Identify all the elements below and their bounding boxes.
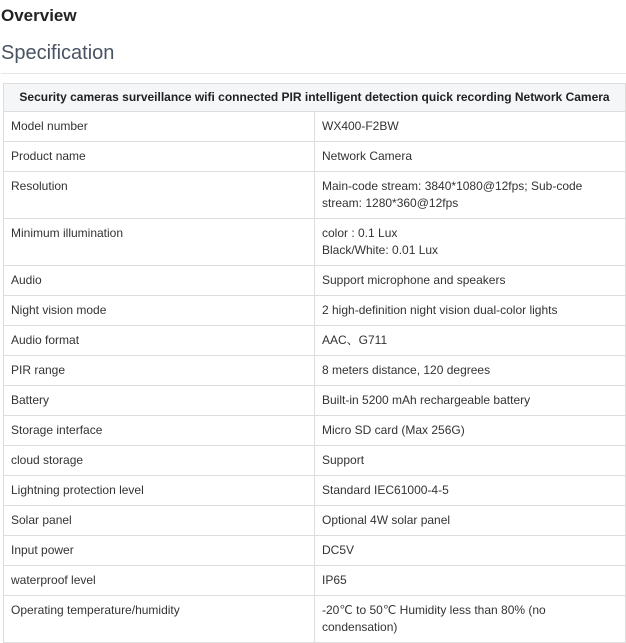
table-row: [4, 142, 626, 172]
row-value: WX400-F2BW: [315, 112, 626, 142]
table-row: [4, 172, 626, 219]
row-label: Audio format: [4, 326, 315, 356]
row-value: 2 high-definition night vision dual-color lights: [315, 296, 626, 326]
table-row: [4, 356, 626, 386]
row-value: IP65: [315, 566, 626, 596]
row-value: Main-code stream: 3840*1080@12fps; Sub-code stream: 1280*360@12fps: [315, 172, 626, 219]
table-title: Security cameras surveillance wifi connected PIR intelligent detection quick recording Network Camera: [4, 84, 626, 112]
row-value: Micro SD card (Max 256G): [315, 416, 626, 446]
table-title-row: [4, 84, 626, 112]
row-label: Minimum illumination: [4, 219, 315, 266]
row-label: Lightning protection level: [4, 476, 315, 506]
table-row: [4, 296, 626, 326]
table-row: [4, 386, 626, 416]
row-value: Support: [315, 446, 626, 476]
table-row: [4, 326, 626, 356]
table-row: [4, 219, 626, 266]
row-label: Night vision mode: [4, 296, 315, 326]
row-value: Standard IEC61000-4-5: [315, 476, 626, 506]
row-value: Optional 4W solar panel: [315, 506, 626, 536]
table-row: [4, 112, 626, 142]
row-value: -20℃ to 50℃ Humidity less than 80% (no condensation): [315, 596, 626, 643]
row-label: waterproof level: [4, 566, 315, 596]
table-row: [4, 266, 626, 296]
table-row: [4, 416, 626, 446]
row-label: Solar panel: [4, 506, 315, 536]
table-row: [4, 446, 626, 476]
row-label: Battery: [4, 386, 315, 416]
row-label: Model number: [4, 112, 315, 142]
specification-table: [3, 83, 626, 643]
heading-divider: [1, 73, 626, 74]
table-row: [4, 566, 626, 596]
table-row: [4, 596, 626, 643]
row-value: Support microphone and speakers: [315, 266, 626, 296]
row-label: Audio: [4, 266, 315, 296]
row-label: Product name: [4, 142, 315, 172]
specification-heading: Specification: [1, 42, 115, 64]
row-label: Operating temperature/humidity: [4, 596, 315, 643]
row-label: cloud storage: [4, 446, 315, 476]
table-row: [4, 536, 626, 566]
row-value: AAC、G711: [315, 326, 626, 356]
row-label: Storage interface: [4, 416, 315, 446]
table-row: [4, 476, 626, 506]
row-value: color : 0.1 Lux Black/White: 0.01 Lux: [315, 219, 626, 266]
row-value: Built-in 5200 mAh rechargeable battery: [315, 386, 626, 416]
row-value: 8 meters distance, 120 degrees: [315, 356, 626, 386]
row-label: Resolution: [4, 172, 315, 219]
row-label: Input power: [4, 536, 315, 566]
row-value: DC5V: [315, 536, 626, 566]
row-value: Network Camera: [315, 142, 626, 172]
row-label: PIR range: [4, 356, 315, 386]
overview-heading: Overview: [1, 6, 77, 25]
table-row: [4, 506, 626, 536]
